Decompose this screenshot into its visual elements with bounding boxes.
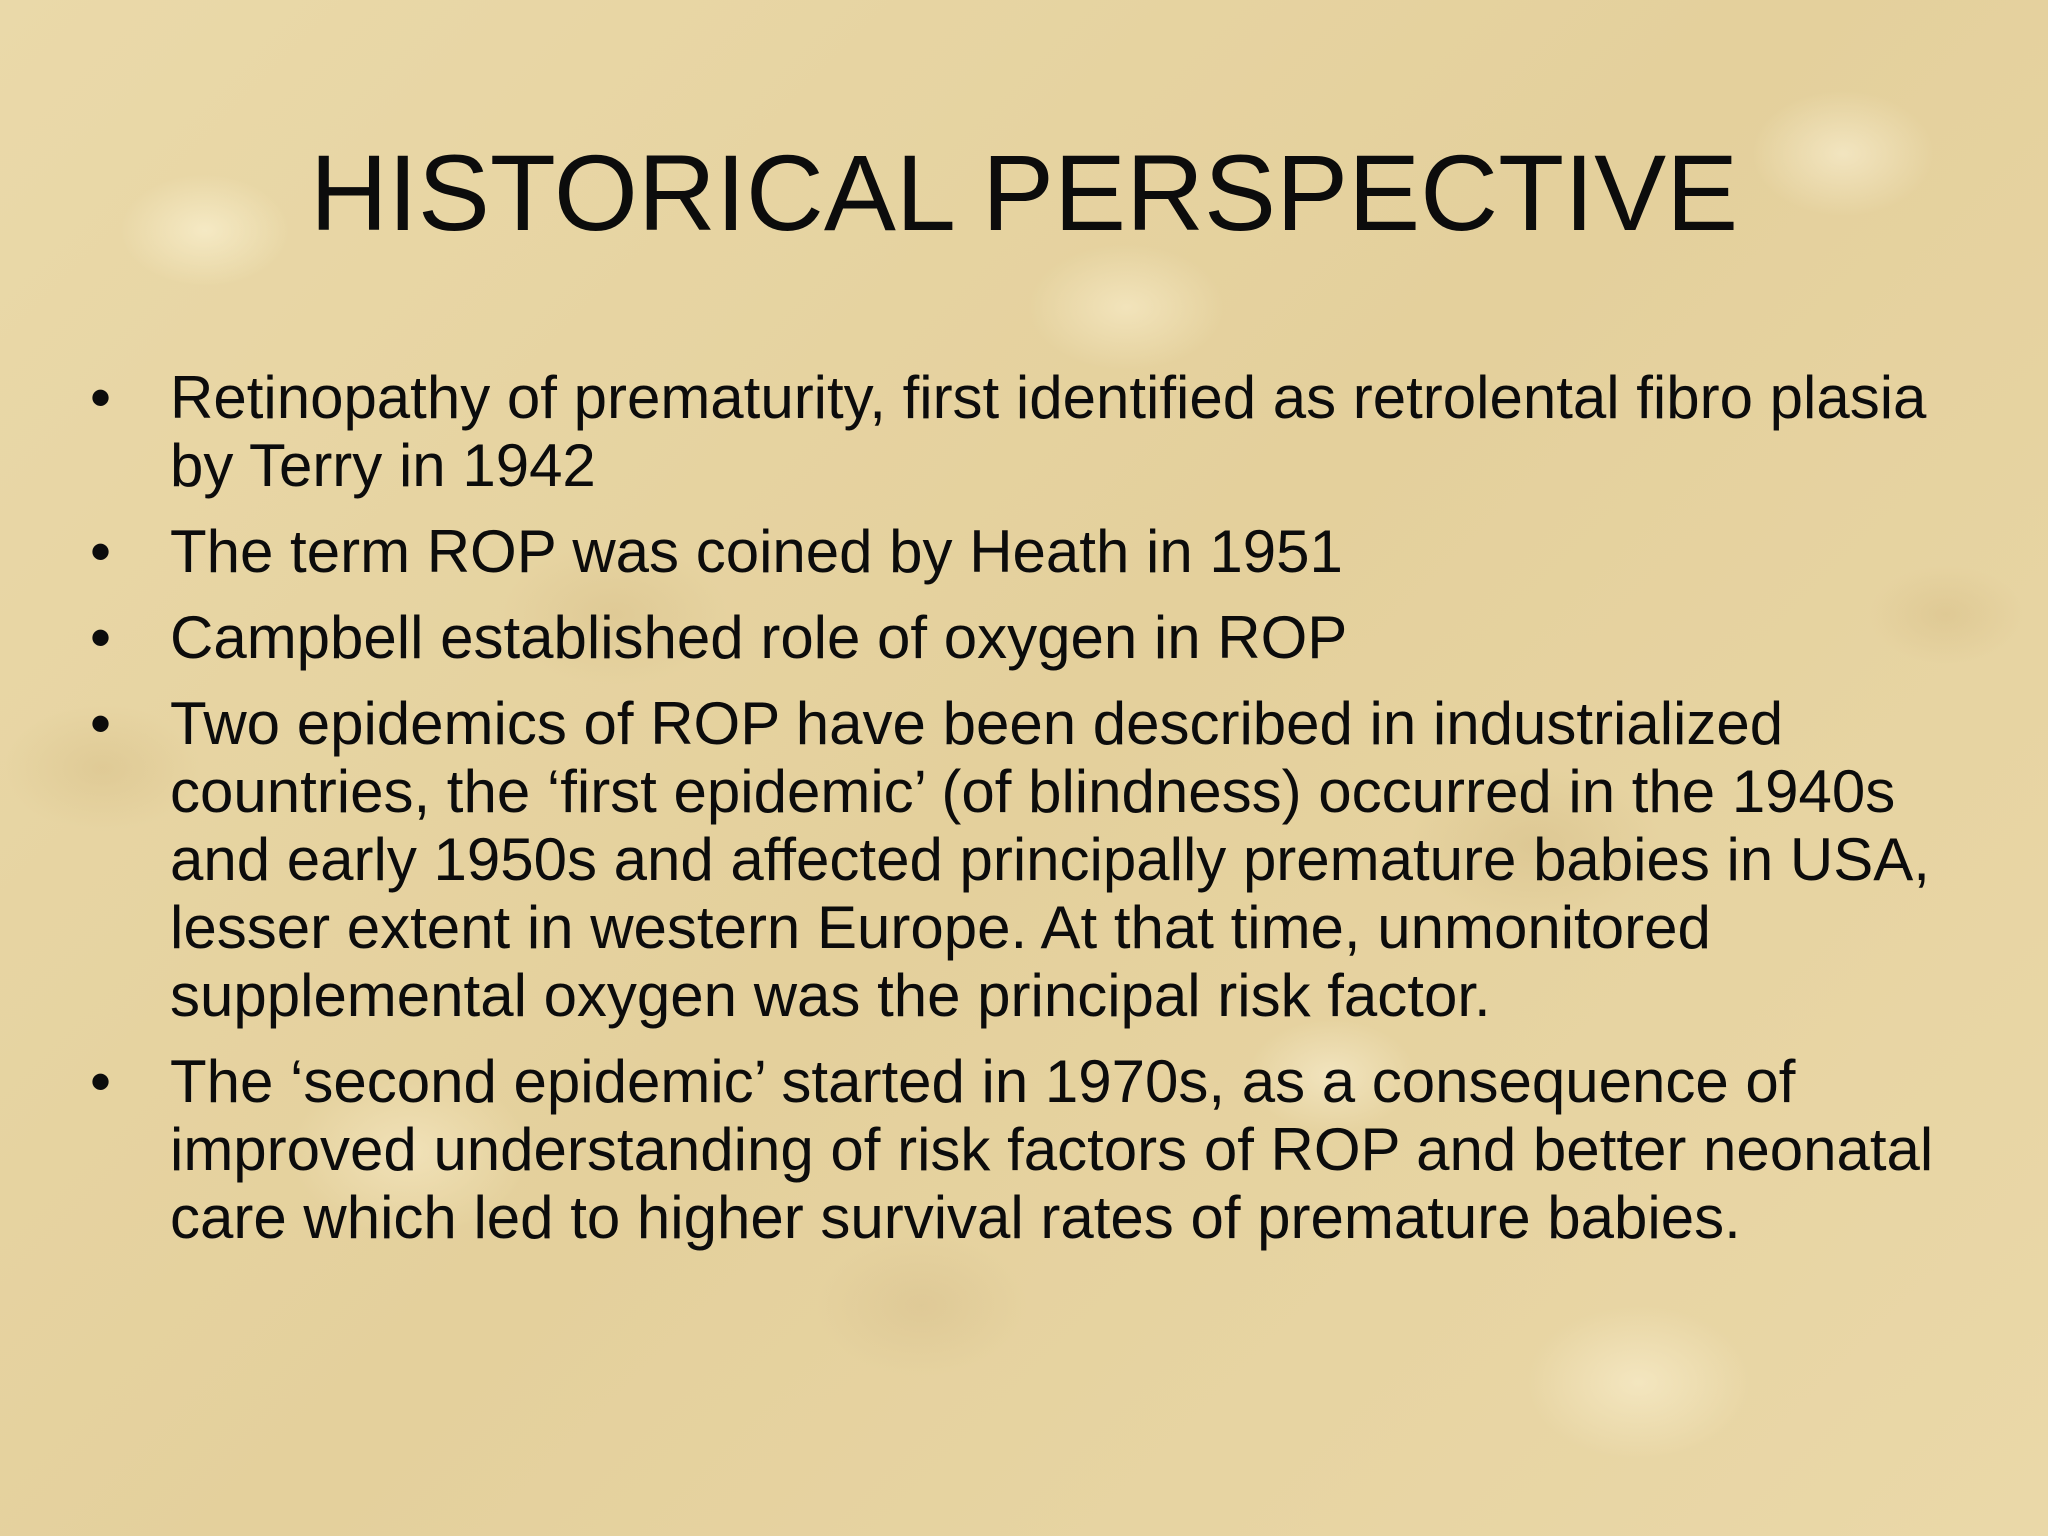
bullet-text: Two epidemics of ROP have been described in industrialized countries, the ‘first epidemic’ (of blindness) occurred in the 1940s and early 1950s and affected principally premature babies in USA, lesser extent in western Europe. At that time, unmonitored supplemental oxygen was the principal risk factor. — [170, 690, 1930, 1029]
bullet-item — [90, 690, 1990, 1030]
bullet-item — [90, 604, 1990, 672]
bullet-item — [90, 364, 1990, 500]
bullet-item — [90, 518, 1990, 586]
bullet-item — [90, 1048, 1990, 1252]
bullet-text: The term ROP was coined by Heath in 1951 — [170, 518, 1343, 585]
bullet-icon: • — [90, 364, 112, 431]
bullet-icon: • — [90, 518, 112, 585]
bullet-text: The ‘second epidemic’ started in 1970s, as a consequence of improved understanding of risk factors of ROP and better neonatal care which led to higher survival rates of premature babies. — [170, 1048, 1934, 1251]
bullet-text: Campbell established role of oxygen in ROP — [170, 604, 1348, 671]
bullet-list — [90, 364, 1990, 1270]
bullet-text: Retinopathy of prematurity, first identified as retrolental fibro plasia by Terry in 1942 — [170, 364, 1927, 499]
slide-title: HISTORICAL PERSPECTIVE — [309, 132, 1739, 253]
bullet-icon: • — [90, 1048, 112, 1115]
bullet-icon: • — [90, 690, 112, 757]
bullet-icon: • — [90, 604, 112, 671]
